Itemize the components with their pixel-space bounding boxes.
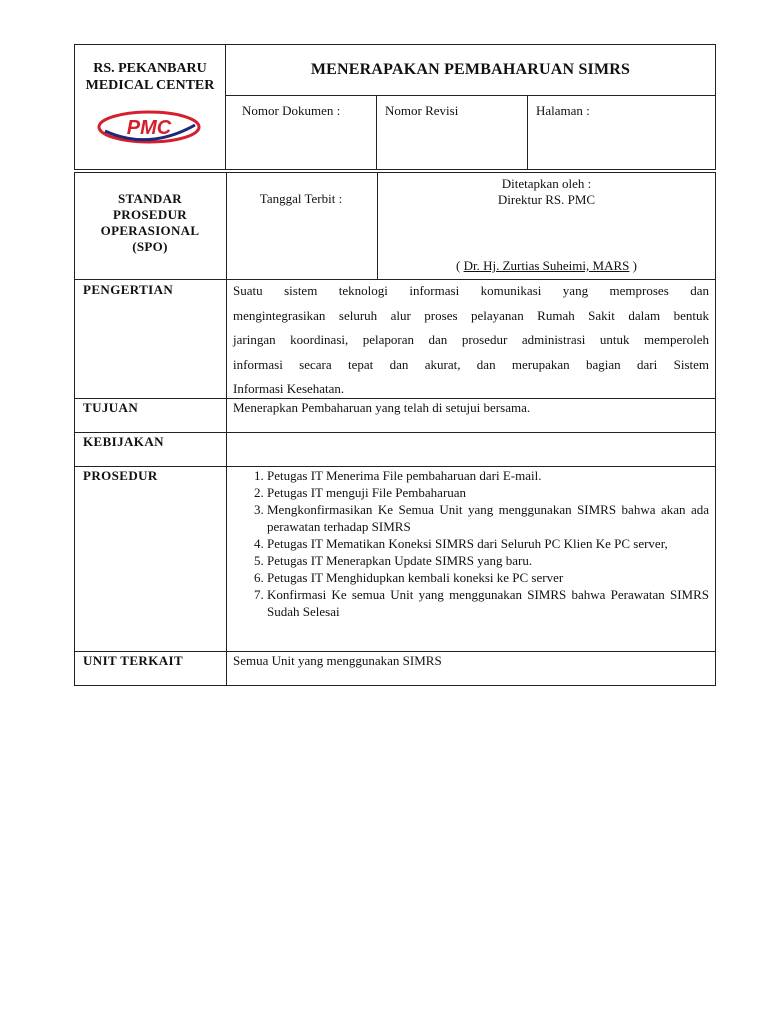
hospital-name [75, 60, 225, 94]
direktur-label: Direktur RS. PMC [497, 192, 596, 207]
tanggal-terbit-label: Tanggal Terbit : [259, 191, 343, 206]
spo-label-line2: PROSEDUR [113, 207, 187, 222]
ditetapkan-block [378, 176, 715, 208]
prosedur-step: 3. Mengkonfirmasikan Ke Semua Unit yang menggunakan SIMRS bahwa akan ada perawatan terhadap SIMRS [267, 501, 709, 535]
tujuan-label: TUJUAN [83, 400, 139, 415]
pengertian-label: PENGERTIAN [83, 282, 174, 297]
kebijakan-label: KEBIJAKAN [83, 434, 164, 449]
row-divider [75, 432, 715, 433]
nomor-revisi-label: Nomor Revisi [385, 103, 459, 118]
nomor-dokumen-label: Nomor Dokumen : [242, 103, 341, 118]
spo-label-line3: OPERASIONAL [100, 223, 200, 238]
hospital-cell [75, 45, 226, 169]
prosedur-step: 2. Petugas IT menguji File Pembaharuan [267, 484, 709, 501]
unit-terkait-label: UNIT TERKAIT [83, 653, 184, 668]
prosedur-step: 5. Petugas IT Menerapkan Update SIMRS yang baru. [267, 552, 709, 569]
hospital-name-line2: MEDICAL CENTER [85, 78, 215, 93]
pengertian-line: jaringan koordinasi, pelaporan dan prosedur administrasi untuk memperoleh [233, 332, 709, 347]
prosedur-label: PROSEDUR [83, 468, 158, 483]
prosedur-step: 1. Petugas IT Menerima File pembaharuan dari E-mail. [267, 467, 709, 484]
tujuan-text: Menerapkan Pembaharuan yang telah di setujui bersama. [233, 400, 531, 415]
prosedur-step: 6. Petugas IT Menghidupkan kembali koneksi ke PC server [267, 569, 709, 586]
pmc-logo-text: PMC [126, 117, 172, 139]
spo-label-line1: STANDAR [118, 191, 182, 206]
pengertian-line: informasi secara tepat dan akurat, dan merupakan bagian dari Sistem [233, 356, 709, 372]
hospital-name-line1: RS. PEKANBARU [93, 61, 207, 76]
pengertian-line: Informasi Kesehatan. [233, 381, 345, 396]
document-title: MENERAPAKAN PEMBAHARUAN SIMRS [310, 61, 631, 78]
spo-table [74, 172, 716, 686]
nomor-revisi-cell [377, 96, 528, 169]
document-header-table [74, 44, 716, 170]
nomor-dokumen-cell [226, 96, 377, 169]
column-divider [226, 173, 227, 685]
halaman-cell [528, 96, 715, 169]
row-divider [75, 651, 715, 652]
pmc-logo [95, 107, 203, 147]
prosedur-list [233, 467, 709, 620]
spo-label-line4: (SPO) [132, 239, 168, 254]
pengertian-line: Suatu sistem teknologi informasi komunikasi yang memproses dan [233, 283, 709, 298]
title-cell [226, 45, 715, 96]
ditetapkan-label: Ditetapkan oleh : [501, 176, 592, 191]
signatory-open-paren: ( [456, 258, 464, 273]
pengertian-text [233, 279, 709, 402]
pengertian-line: mengintegrasikan seluruh alur proses pelayanan Rumah Sakit dalam bentuk [233, 307, 709, 323]
prosedur-step: 7. Konfirmasi Ke semua Unit yang menggunakan SIMRS bahwa Perawatan SIMRS Sudah Selesai [267, 586, 709, 620]
unit-terkait-text: Semua Unit yang menggunakan SIMRS [233, 653, 442, 668]
spo-label [75, 191, 225, 255]
prosedur-step: 4. Petugas IT Mematikan Koneksi SIMRS dari Seluruh PC Klien Ke PC server, [267, 535, 709, 552]
signatory-name: Dr. Hj. Zurtias Suheimi, MARS [463, 258, 630, 273]
signatory [378, 258, 715, 274]
signatory-close-paren: ) [629, 258, 637, 273]
halaman-label: Halaman : [536, 103, 590, 118]
